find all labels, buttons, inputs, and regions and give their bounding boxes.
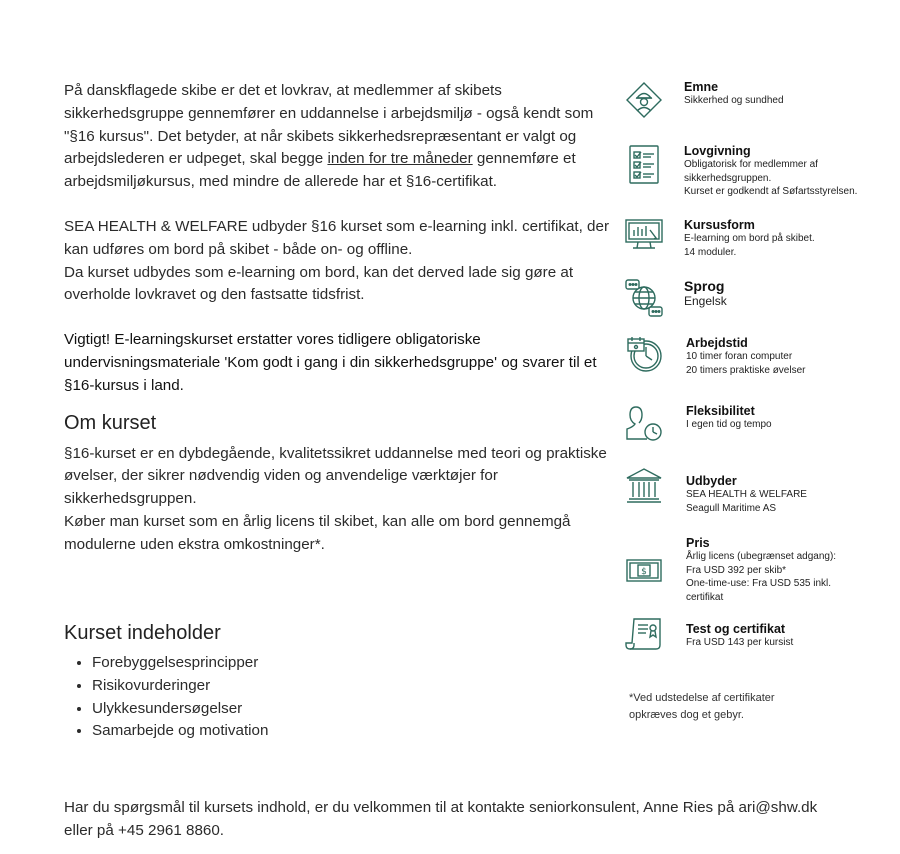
fact-line: Fra USD 392 per skib* bbox=[686, 564, 787, 576]
contact-paragraph: Har du spørgsmål til kursets indhold, er du velkommen til at kontakte seniorkonsulent, Anne Ries på ari@shw.dk eller på +45 2961 8860. bbox=[64, 799, 818, 839]
om-paragraph-1: §16-kurset er en dybdegående, kvalitetssikret uddannelse med teori og praktiske øvelser, der sikrer nødvendig viden og anvendelige værktøjer for sikkerhedsgruppen. bbox=[64, 444, 607, 508]
course-content-list bbox=[64, 652, 268, 743]
fact-line: One-time-use: Fra USD 535 inkl. bbox=[686, 578, 832, 589]
banknote-icon bbox=[624, 552, 664, 592]
clock-calendar-icon bbox=[624, 336, 664, 376]
list-item: • Samarbejde og motivation bbox=[92, 720, 268, 743]
fact-line: Kurset er godkendt af Søfartsstyrelsen. bbox=[684, 186, 858, 197]
fact-line: Fra USD 143 per kursist bbox=[686, 637, 794, 648]
fact-line: Engelsk bbox=[684, 294, 727, 308]
fact-line: SEA HEALTH & WELFARE bbox=[686, 489, 807, 500]
fact-line: 14 moduler. bbox=[684, 246, 737, 258]
intro-paragraph-2: SEA HEALTH & WELFARE udbyder §16 kurset som e-learning inkl. certifikat, der kan udføres om bord på skibet - både on- og offline. bbox=[64, 217, 610, 258]
list-item: • Risikovurderinger bbox=[92, 675, 268, 698]
deadline-link[interactable]: inden for tre måneder bbox=[327, 150, 473, 168]
om-paragraph-2: Køber man kurset som en årlig licens til skibet, kan alle om bord gennemgå modulerne uden ekstra omkostninger*. bbox=[64, 512, 571, 553]
fact-line: 20 timers praktiske øvelser bbox=[686, 364, 806, 376]
om-kurset-heading: Om kurset bbox=[64, 411, 157, 434]
fact-line: I egen tid og tempo bbox=[686, 419, 772, 430]
fact-line: E-learning om bord på skibet. bbox=[684, 233, 815, 244]
fact-title: Pris bbox=[686, 536, 710, 550]
main-content bbox=[64, 80, 612, 557]
important-notice: Vigtigt! E-learningskurset erstatter vores tidligere obligatoriske undervisningsmateriale 'Kom godt i gang i din sikkerhedsgruppe' og svarer til et §16-kursus i land. bbox=[64, 331, 597, 394]
language-globe-icon bbox=[624, 278, 664, 318]
svg-text:$: $ bbox=[641, 567, 647, 577]
certificate-icon bbox=[624, 616, 664, 656]
computer-icon bbox=[624, 218, 664, 258]
intro-paragraph-1: På danskflagede skibe er det et lovkrav, at medlemmer af skibets sikkerhedsgruppe gennemfører en uddannelse i arbejdsmiljø - også kendt som "§16 kursus". Det betyder, at når skibets sikkerhedsrepræsentant er valgt og arbejdslederen er udpeget, skal begge inden for tre måneder gennemføre et arbejdsmiljøkursus, med mindre de allerede har et §16-certifikat. bbox=[64, 82, 594, 191]
fact-title: Test og certifikat bbox=[686, 622, 786, 636]
fact-title: Arbejdstid bbox=[686, 336, 748, 350]
list-item: • Ulykkesundersøgelser bbox=[92, 698, 268, 721]
fact-title: Lovgivning bbox=[684, 144, 751, 158]
fact-line: Årlig licens (ubegrænset adgang): bbox=[686, 551, 837, 562]
person-clock-icon bbox=[624, 404, 664, 444]
fact-title: Fleksibilitet bbox=[686, 404, 755, 418]
fee-footnote: *Ved udstedelse af certifikater opkræves dog et gebyr. bbox=[629, 692, 775, 721]
fact-line: Obligatorisk for medlemmer af bbox=[684, 159, 818, 170]
fact-line: sikkerhedsgruppen. bbox=[684, 172, 772, 184]
list-item: • Forebyggelsesprincipper bbox=[92, 652, 268, 675]
fact-title: Emne bbox=[684, 80, 719, 94]
safety-worker-icon bbox=[624, 80, 664, 120]
fact-title: Udbyder bbox=[686, 474, 737, 488]
fact-title: Kursusform bbox=[684, 218, 755, 232]
fact-title: Sprog bbox=[684, 278, 725, 294]
fact-line: 10 timer foran computer bbox=[686, 351, 793, 362]
fact-line: certifikat bbox=[686, 591, 724, 603]
fact-line: Sikkerhed og sundhed bbox=[684, 95, 784, 106]
institution-icon bbox=[624, 466, 664, 506]
kurset-indeholder-heading: Kurset indeholder bbox=[64, 622, 221, 644]
checklist-icon bbox=[624, 144, 664, 184]
fact-line: Seagull Maritime AS bbox=[686, 502, 777, 514]
intro-paragraph-3: Da kurset udbydes som e-learning om bord, kan det derved lade sig gøre at overholde lovkravet og den fastsatte tidsfrist. bbox=[64, 263, 574, 304]
